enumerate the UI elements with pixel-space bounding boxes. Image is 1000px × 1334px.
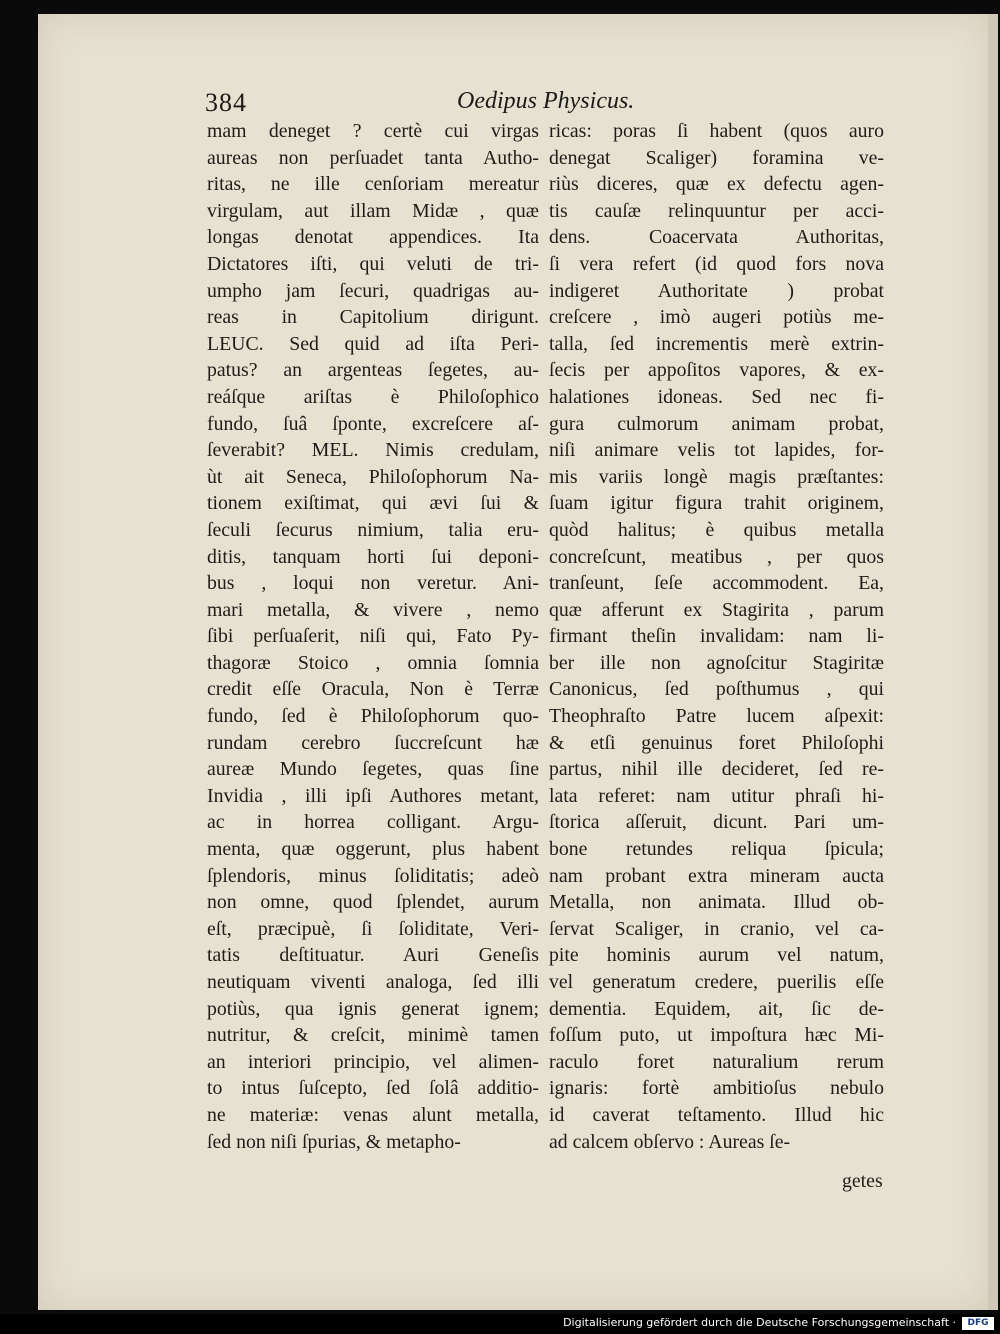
text-line: potiùs, qua ignis generat ignem; — [207, 997, 539, 1020]
running-title: Oedipus Physicus. — [457, 88, 635, 114]
text-line: concreſcunt, meatibus , per quos — [549, 545, 884, 568]
text-line: fundo, ſed è Philoſophorum quo- — [207, 705, 539, 728]
text-line: rundam cerebro ſuccreſcunt hæ — [207, 731, 539, 754]
text-line: ſed non niſi ſpurias, & metapho- — [207, 1130, 461, 1153]
text-line: longas denotat appendices. Ita — [207, 226, 539, 249]
text-line: ac in horrea colligant. Argu- — [207, 811, 539, 834]
text-line: Canonicus, ſed poſthumus , qui — [549, 678, 884, 701]
text-line: bus , loqui non veretur. Ani- — [207, 572, 539, 595]
text-line: denegat Scaliger) foramina ve- — [549, 146, 884, 169]
text-line: thagoræ Stoico , omnia ſomnia — [207, 651, 539, 674]
text-line: credit eſſe Oracula, Non è Terræ — [207, 678, 539, 701]
text-line: reas in Capitolium dirigunt. — [207, 306, 539, 329]
text-line: ſecis per appoſitos vapores, & ex- — [549, 359, 884, 382]
text-line: bone retundes reliqua ſpicula; — [549, 838, 884, 861]
text-line: lata referet: nam utitur phraſi hi- — [549, 784, 884, 807]
page-header — [205, 88, 885, 118]
text-line: umpho jam ſecuri, quadrigas au- — [207, 279, 539, 302]
text-line: id caverat teſtamento. Illud hic — [549, 1103, 884, 1126]
text-line: ſplendoris, minus ſoliditatis; adeò — [207, 864, 539, 887]
text-line: aureas non perſuadet tanta Autho- — [207, 146, 539, 169]
text-line: ricas: poras ſi habent (quos auro — [549, 120, 884, 142]
right-text-column — [549, 118, 884, 1155]
text-line: neutiquam viventi analoga, ſed illi — [207, 971, 539, 993]
text-line: ritas, ne ille cenſoriam mereatur — [207, 173, 539, 196]
text-line: aureæ Mundo ſegetes, quas ſine — [207, 758, 539, 781]
funding-credit: Digitalisierung gefördert durch die Deutsche Forschungsgemeinschaft · — [563, 1316, 956, 1329]
text-line: ſuam igitur figura trahit originem, — [549, 492, 884, 515]
text-line: ne materiæ: venas alunt metalla, — [207, 1103, 539, 1126]
text-line: pite hominis aurum vel natum, — [549, 944, 884, 967]
text-line: ſervat Scaliger, in cranio, vel ca- — [549, 917, 884, 940]
text-line: Theophraſto Patre lucem aſpexit: — [549, 705, 884, 728]
text-line: mis variis longè magis præſtantes: — [549, 465, 884, 488]
text-line: ad calcem obſervo : Aureas ſe- — [549, 1130, 791, 1153]
text-line: fundo, ſuâ ſponte, excreſcere aſ- — [207, 412, 539, 435]
text-line: Invidia , illi ipſi Authores metant, — [207, 784, 539, 807]
text-line: nam probant extra mineram aucta — [549, 864, 884, 887]
left-text-column — [207, 118, 539, 1155]
text-line: quòd halitus; è quibus metalla — [549, 518, 884, 541]
text-line: riùs diceres, quæ ex defectu agen- — [549, 173, 884, 196]
text-line: ſibi perſuaſerit, niſi qui, Fato Py- — [207, 625, 539, 648]
text-line: raculo foret naturalium rerum — [549, 1050, 884, 1073]
text-line: eſt, præcipuè, ſi ſoliditate, Veri- — [207, 917, 539, 940]
text-line: partus, nihil ille decideret, ſed re- — [549, 758, 884, 781]
text-line: non omne, quod ſplendet, aurum — [207, 891, 539, 914]
text-line: nutritur, & creſcit, minimè tamen — [207, 1024, 539, 1047]
text-line: gura culmorum animam probat, — [549, 412, 884, 435]
text-line: mari metalla, & vivere , nemo — [207, 598, 539, 621]
text-line: indigeret Authoritate ) probat — [549, 279, 884, 302]
catchword: getes — [842, 1170, 883, 1192]
text-line: firmant theſin invalidam: nam li- — [549, 625, 884, 648]
text-line: mam deneget ? certè cui virgas — [207, 120, 539, 142]
text-line: virgulam, aut illam Midæ , quæ — [207, 199, 539, 222]
text-line: reáſque ariſtas è Philoſophico — [207, 385, 539, 408]
dfg-logo: DFG — [962, 1317, 994, 1330]
text-line: & etſi genuinus foret Philoſophi — [549, 731, 884, 754]
text-line: tis cauſæ relinquuntur per acci- — [549, 199, 884, 222]
text-line: ignaris: fortè ambitioſus nebulo — [549, 1077, 884, 1100]
text-line: halationes idoneas. Sed nec fi- — [549, 385, 884, 408]
text-line: an interiori principio, vel alimen- — [207, 1050, 539, 1073]
text-line: foſſum puto, ut impoſtura hæc Mi- — [549, 1024, 884, 1047]
text-line: tionem exiſtimat, qui ævi ſui & — [207, 492, 539, 515]
text-line: ſeculi ſecurus nimium, talia eru- — [207, 518, 539, 541]
text-line: ùt ait Seneca, Philoſophorum Na- — [207, 465, 539, 488]
page-edge — [988, 14, 998, 1310]
text-line: ſi vera refert (id quod fors nova — [549, 252, 884, 275]
text-line: ber ille non agnoſcitur Stagiritæ — [549, 651, 884, 674]
text-line: ſeverabit? MEL. Nimis credulam, — [207, 439, 539, 462]
text-line: menta, quæ oggerunt, plus habent — [207, 838, 539, 861]
text-line: niſi animare velis tot lapides, for- — [549, 439, 884, 462]
page-number: 384 — [205, 88, 247, 117]
text-line: Dictatores iſti, qui veluti de tri- — [207, 252, 539, 275]
text-line: talla, ſed incrementis merè extrin- — [549, 332, 884, 355]
text-line: ſtorica aſſeruit, dicunt. Pari um- — [549, 811, 884, 834]
text-line: quæ afferunt ex Stagirita , parum — [549, 598, 884, 621]
text-line: patus? an argenteas ſegetes, au- — [207, 359, 539, 382]
text-line: Metalla, non animata. Illud ob- — [549, 891, 884, 914]
text-line: tatis deſtituatur. Auri Geneſis — [207, 944, 539, 967]
text-line: tranſeunt, ſeſe accommodent. Ea, — [549, 572, 884, 595]
text-line: dens. Coacervata Authoritas, — [549, 226, 884, 249]
text-line: to intus ſuſcepto, ſed ſolâ additio- — [207, 1077, 539, 1100]
text-line: vel generatum credere, puerilis eſſe — [549, 971, 884, 993]
text-line: LEUC. Sed quid ad iſta Peri- — [207, 332, 539, 355]
text-line: creſcere , imò augeri potiùs me- — [549, 306, 884, 329]
text-line: ditis, tanquam horti ſui deponi- — [207, 545, 539, 568]
text-line: dementia. Equidem, ait, ſic de- — [549, 997, 884, 1020]
